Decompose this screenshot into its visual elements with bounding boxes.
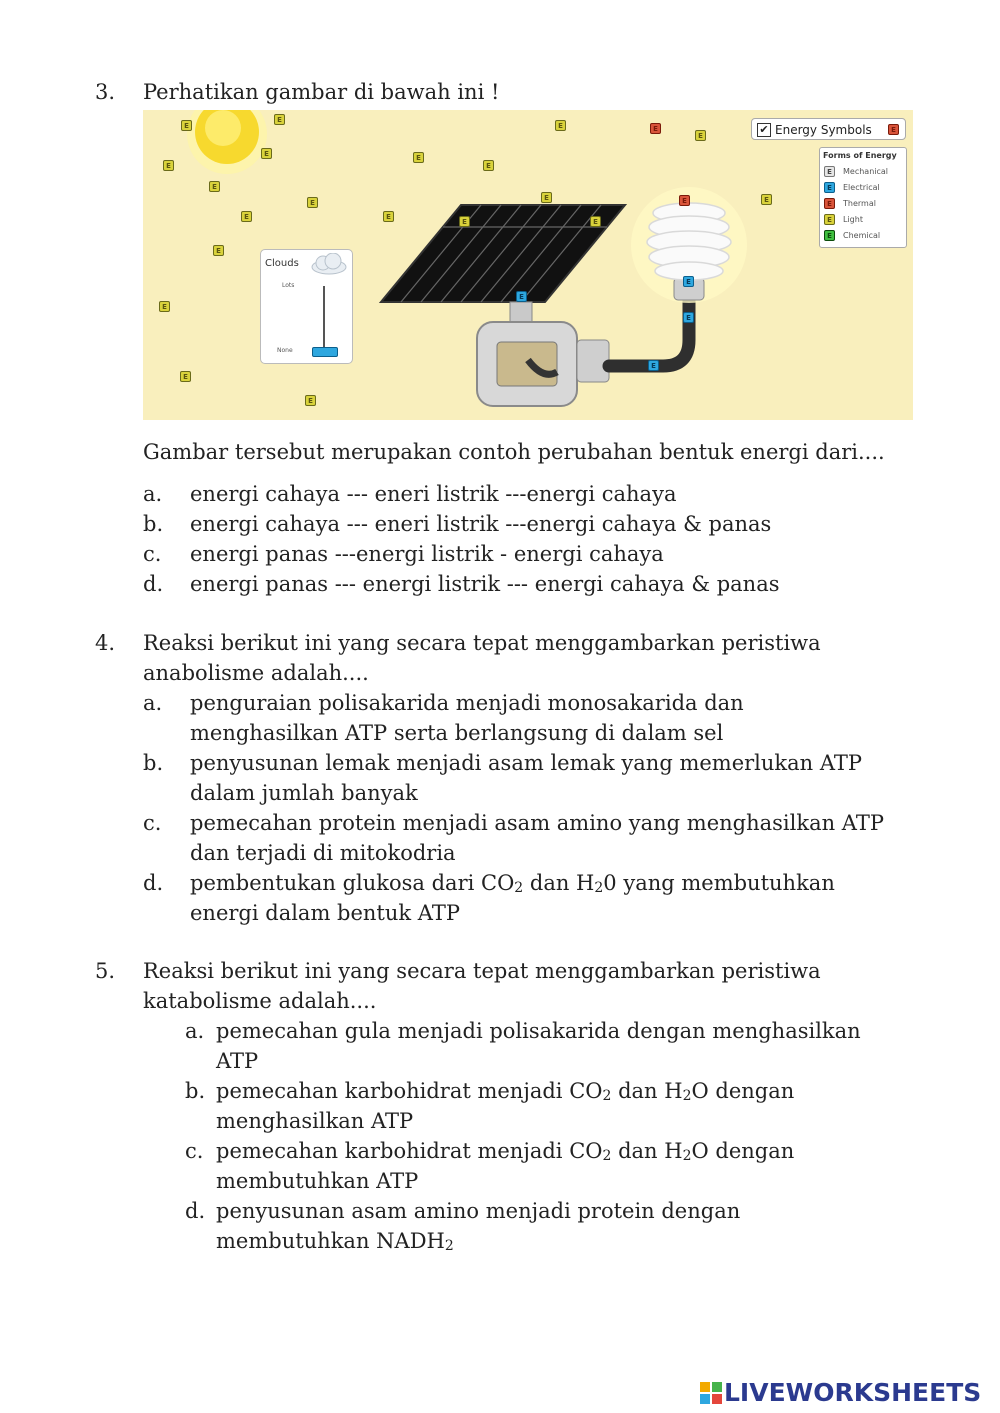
thermal-energy-icon: E: [888, 124, 899, 135]
clouds-title: Clouds: [265, 258, 299, 269]
brand-name: LIVEWORKSHEETS: [724, 1378, 982, 1407]
light-energy-icon: E: [695, 130, 706, 141]
clouds-slider-track[interactable]: [323, 286, 325, 353]
light-energy-icon: E: [555, 120, 566, 131]
legend-item-light: E Light: [824, 214, 863, 226]
light-energy-icon: E: [213, 245, 224, 256]
question-text: Reaksi berikut ini yang secara tepat menggambarkan peristiwa anabolisme adalah....: [143, 631, 821, 685]
option-a[interactable]: a. energi cahaya --- eneri listrik ---energi cahaya: [143, 482, 677, 506]
question-5: [95, 956, 965, 1256]
question-text: Gambar tersebut merupakan contoh perubahan bentuk energi dari....: [143, 440, 885, 464]
legend-title: Forms of Energy: [823, 151, 897, 160]
question-4: [95, 628, 965, 928]
converter-connector: [577, 340, 609, 382]
light-energy-icon: E: [761, 194, 772, 205]
option-c[interactable]: c. pemecahan protein menjadi asam amino yang menghasilkan ATP dan terjadi di mitokodria: [143, 811, 884, 865]
clouds-slider-handle[interactable]: [312, 347, 338, 357]
light-energy-icon: E: [159, 301, 170, 312]
electrical-energy-icon: E: [683, 312, 694, 323]
clouds-control: [260, 249, 353, 364]
light-energy-icon: E: [590, 216, 601, 227]
option-d[interactable]: d. penyusunan asam amino menjadi protein dengan membutuhkan $NADH_2$: [185, 1199, 741, 1254]
option-c[interactable]: c. energi panas ---energi listrik - energi cahaya: [143, 542, 664, 566]
energy-symbols-toggle[interactable]: [751, 118, 906, 140]
mechanical-energy-icon: E: [824, 166, 835, 177]
legend-item-thermal: E Thermal: [824, 198, 876, 210]
option-b[interactable]: b. energi cahaya --- eneri listrik ---energi cahaya & panas: [143, 512, 772, 536]
option-b[interactable]: b. penyusunan lemak menjadi asam lemak yang memerlukan ATP dalam jumlah banyak: [143, 751, 863, 805]
electrical-energy-icon: E: [683, 276, 694, 287]
light-energy-icon: E: [261, 148, 272, 159]
light-energy-icon: E: [459, 216, 470, 227]
option-c[interactable]: c. pemecahan karbohidrat menjadi $CO_2$ dan $H_2O$ dengan membutuhkan ATP: [185, 1139, 795, 1193]
clouds-min-label: None: [277, 347, 293, 354]
electrical-energy-icon: E: [824, 182, 835, 193]
option-d[interactable]: d. energi panas --- energi listrik --- energi cahaya & panas: [143, 572, 780, 596]
light-energy-icon: E: [209, 181, 220, 192]
thermal-energy-icon: E: [824, 198, 835, 209]
liveworksheets-logo-icon: [700, 1382, 722, 1404]
electrical-energy-icon: E: [648, 360, 659, 371]
light-energy-icon: E: [305, 395, 316, 406]
option-a[interactable]: a. penguraian polisakarida menjadi monosakarida dan menghasilkan ATP serta berlangsung di dalam sel: [143, 691, 744, 745]
light-energy-icon: E: [824, 214, 835, 225]
light-energy-icon: E: [541, 192, 552, 203]
light-energy-icon: E: [180, 371, 191, 382]
thermal-energy-icon: E: [679, 195, 690, 206]
simulation-scene: [143, 110, 913, 420]
light-energy-icon: E: [307, 197, 318, 208]
option-d[interactable]: d. pembentukan glukosa dari $CO_2$ dan $H_20$ yang membutuhkan energi dalam bentuk ATP: [143, 871, 835, 925]
electrical-energy-icon: E: [516, 291, 527, 302]
energy-simulation-figure: [143, 110, 913, 420]
question-prompt: Perhatikan gambar di bawah ini !: [143, 80, 500, 104]
energy-symbols-label: Energy Symbols: [775, 123, 872, 137]
cfl-bulb-icon: [647, 203, 731, 280]
chemical-energy-icon: E: [824, 230, 835, 241]
light-energy-icon: E: [413, 152, 424, 163]
light-energy-icon: E: [241, 211, 252, 222]
clouds-max-label: Lots: [282, 282, 295, 289]
light-energy-icon: E: [274, 114, 285, 125]
sun-highlight: [205, 110, 241, 146]
question-text: Reaksi berikut ini yang secara tepat menggambarkan peristiwa katabolisme adalah....: [143, 959, 821, 1013]
light-energy-icon: E: [163, 160, 174, 171]
light-energy-icon: E: [483, 160, 494, 171]
wire: [609, 295, 689, 366]
question-number: 5.: [95, 959, 116, 983]
liveworksheets-logo[interactable]: [700, 1378, 981, 1408]
question-3-body: [95, 437, 965, 599]
legend-item-electrical: E Electrical: [824, 182, 880, 194]
light-energy-icon: E: [383, 211, 394, 222]
question-number: 3.: [95, 80, 116, 104]
checkbox-checked-icon[interactable]: ✔: [757, 123, 771, 137]
question-3: [95, 77, 965, 107]
light-energy-icon: E: [181, 120, 192, 131]
legend-item-mechanical: E Mechanical: [824, 166, 888, 178]
option-a[interactable]: a. pemecahan gula menjadi polisakarida dengan menghasilkan ATP: [185, 1019, 861, 1073]
cloud-icon: [309, 253, 349, 275]
question-number: 4.: [95, 631, 116, 655]
forms-of-energy-legend: [819, 147, 907, 248]
option-b[interactable]: b. pemecahan karbohidrat menjadi $CO_2$ dan $H_2O$ dengan menghasilkan ATP: [185, 1079, 795, 1133]
legend-item-chemical: E Chemical: [824, 230, 880, 242]
thermal-energy-icon: E: [650, 123, 661, 134]
